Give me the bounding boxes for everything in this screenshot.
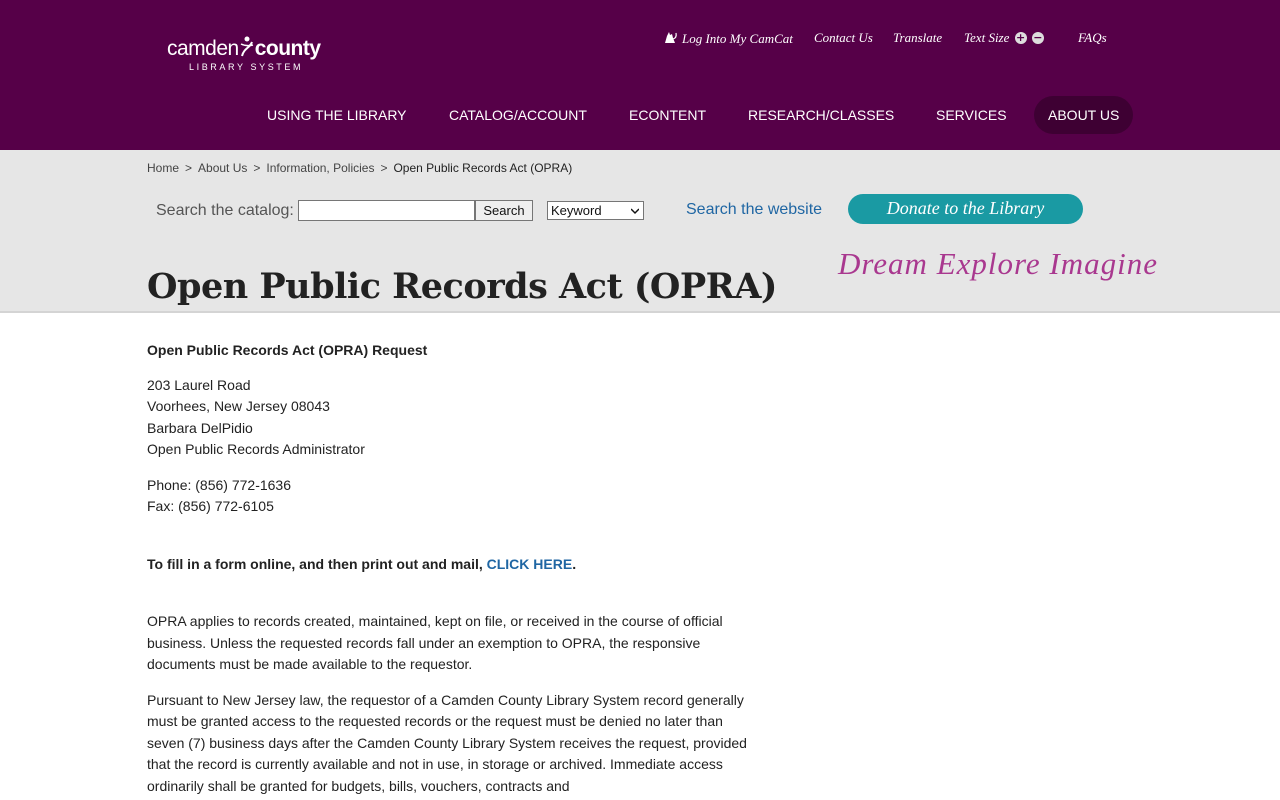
nav-research-classes[interactable]: RESEARCH/CLASSES	[748, 107, 895, 123]
breadcrumb-separator: >	[253, 161, 261, 175]
text-size-control	[964, 30, 1044, 46]
breadcrumb-information-policies[interactable]: Information, Policies	[266, 161, 375, 175]
main-nav	[0, 96, 1280, 134]
search-type-select[interactable]	[547, 201, 644, 220]
fax-number: Fax: (856) 772-6105	[147, 498, 274, 514]
content-heading: Open Public Records Act (OPRA) Request	[147, 342, 428, 358]
translate-link[interactable]: Translate	[893, 30, 943, 45]
donate-button[interactable]: Donate to the Library	[848, 194, 1083, 224]
faqs-link[interactable]: FAQs	[1078, 30, 1107, 45]
nav-catalog-account[interactable]: CATALOG/ACCOUNT	[449, 107, 587, 123]
paragraph-pursuant: Pursuant to New Jersey law, the requestor of a Camden County Library System record generally must be granted access to the requested records or the request must be denied no later than seven (7) business days after the Camden County Library System receives the request, provided that the record is currently available and not in use, in storage or archived. Immediate access ordinarily shall be granted for budgets, bills, vouchers, contracts and	[147, 691, 747, 794]
phone-number: Phone: (856) 772-1636	[147, 476, 291, 493]
page-banner	[0, 150, 1280, 313]
breadcrumb	[147, 161, 572, 175]
breadcrumb-separator: >	[185, 161, 193, 175]
breadcrumb-current: Open Public Records Act (OPRA)	[393, 161, 573, 175]
logo-brand-2: county	[254, 37, 321, 60]
breadcrumb-about-us[interactable]: About Us	[198, 161, 248, 175]
site-header	[0, 0, 1280, 150]
login-link[interactable]	[662, 30, 793, 47]
contact-link[interactable]: Contact Us	[814, 30, 873, 45]
text-size-increase-icon[interactable]: +	[1016, 31, 1026, 44]
contact-block	[147, 475, 747, 518]
search-type-value: Keyword	[551, 203, 602, 218]
text-size-decrease-icon[interactable]: −	[1033, 31, 1043, 44]
main-content	[147, 340, 747, 800]
catalog-search-button[interactable]: Search	[475, 200, 533, 221]
page-title: Open Public Records Act (OPRA)	[147, 266, 777, 307]
text-size-label: Text Size	[964, 30, 1010, 45]
address-line: Open Public Records Administrator	[147, 441, 365, 457]
utility-nav	[0, 30, 1280, 50]
paragraph-opra-applies: OPRA applies to records created, maintained, kept on file, or received in the course of official business. Unless the requested records fall under an exemption to OPRA, the responsive documents must be made available to the requestor.	[147, 613, 723, 672]
nav-econtent[interactable]: ECONTENT	[629, 107, 706, 123]
tagline: Dream Explore Imagine	[838, 246, 1159, 281]
online-form-end: .	[572, 555, 577, 572]
breadcrumb-home[interactable]: Home	[147, 161, 180, 175]
nav-services[interactable]: SERVICES	[936, 107, 1007, 123]
online-form-note	[147, 554, 747, 576]
online-form-text: To fill in a form online, and then print out and mail,	[147, 555, 487, 572]
search-website-link[interactable]: Search the website	[686, 201, 823, 218]
breadcrumb-separator: >	[380, 161, 388, 175]
address-line: 203 Laurel Road	[147, 376, 251, 393]
catalog-search-label: Search the catalog:	[156, 202, 294, 219]
cat-icon	[662, 30, 678, 44]
catalog-search-input[interactable]	[298, 200, 475, 221]
address-block	[147, 375, 747, 461]
click-here-link[interactable]: CLICK HERE	[486, 555, 573, 572]
logo-subtitle: LIBRARY SYSTEM	[189, 62, 304, 72]
login-label: Log Into My CamCat	[682, 31, 793, 46]
address-line: Voorhees, New Jersey 08043	[147, 398, 330, 414]
chevron-down-icon	[631, 207, 639, 215]
address-line: Barbara DelPidio	[147, 419, 253, 436]
nav-using-the-library[interactable]: USING THE LIBRARY	[267, 107, 407, 123]
nav-about-us[interactable]: ABOUT US	[1034, 96, 1133, 134]
logo-brand-1: camden	[167, 37, 239, 60]
